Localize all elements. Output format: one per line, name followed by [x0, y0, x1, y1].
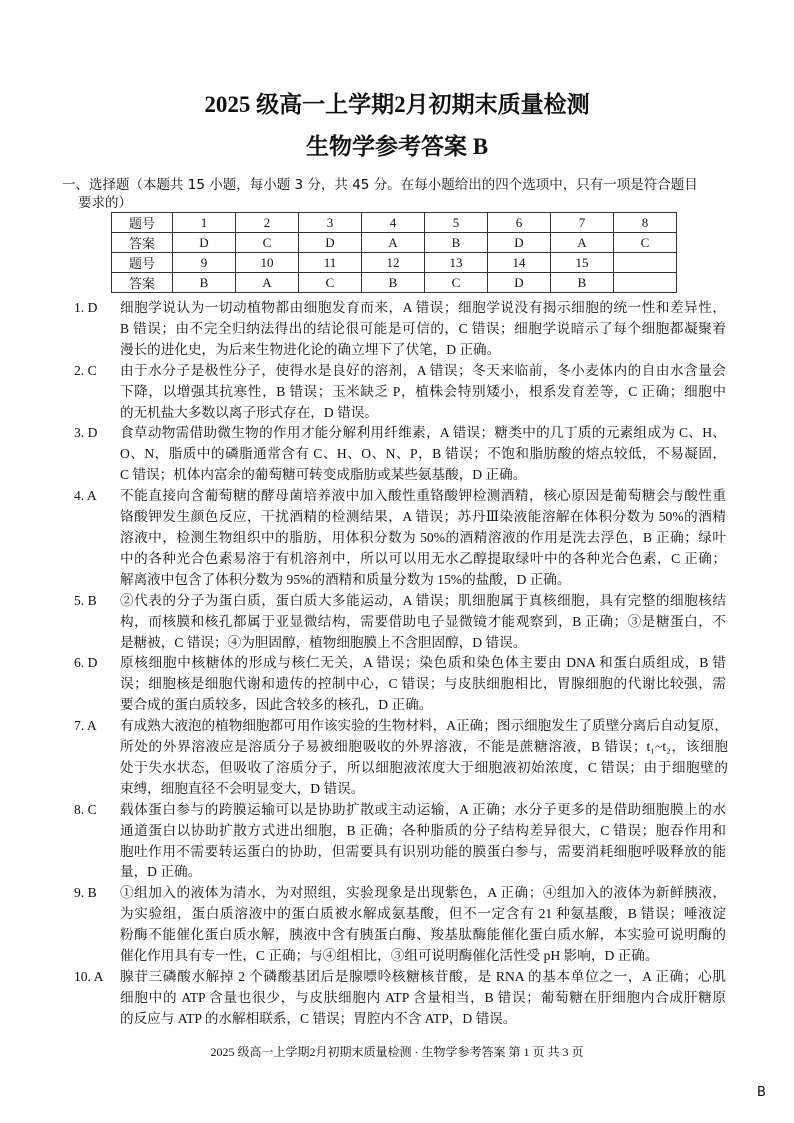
- text-line: 误；细胞核是细胞代谢和遗传的控制中心，C 错误；与皮肤细胞相比，胃腺细胞的代谢比较强，需: [120, 676, 726, 692]
- table-cell: C: [614, 233, 677, 253]
- explanations-list: [74, 298, 726, 1030]
- document-subtitle: 生物学参考答案 B: [305, 134, 489, 159]
- text-line: 是糖被，C 错误；④为胆固醇，植物细胞膜上不含胆固醇，D 错误。: [120, 634, 527, 650]
- text-line: 载体蛋白参与的跨膜运输可以是协助扩散或主动运输，A 正确；水分子更多的是借助细胞膜上的水: [120, 801, 726, 817]
- row-header-cell: 题号: [112, 253, 173, 273]
- question-number-answer: 3. D: [74, 425, 98, 441]
- question-number-answer: 4. A: [74, 488, 97, 504]
- question-number-answer: 7. A: [74, 718, 97, 734]
- text-line: 细胞中的 ATP 含量也很少，与皮肤细胞内 ATP 含量相当，B 错误；葡萄糖在肝细胞内合成肝糖原: [120, 989, 726, 1005]
- table-row: [112, 253, 677, 273]
- answer-explanation: [74, 653, 726, 716]
- table-cell: 11: [299, 253, 362, 273]
- text-line: 构，而核膜和核孔都属于亚显微结构，需要借助电子显微镜才能观察到，B 正确；③是糖蛋白，不: [120, 613, 726, 629]
- question-number-answer: 1. D: [74, 300, 98, 315]
- text-line: 解离液中包含了体积分数为 95%的酒精和质量分数为 15%的盐酸，D 正确。: [120, 571, 571, 587]
- table-cell: [614, 273, 677, 293]
- row-header-cell: 题号: [112, 213, 173, 233]
- table-cell: C: [425, 273, 488, 293]
- explanation-text: [120, 653, 726, 716]
- table-cell: B: [425, 233, 488, 253]
- section-heading: [62, 176, 732, 212]
- section-heading-line: 一、选择题（本题共 15 小题，每小题 3 分，共 45 分。在每小题给出的四个选项中，只有一项是符合题目: [62, 177, 698, 193]
- table-cell: 9: [173, 253, 236, 273]
- text-line: 所处的外界溶液应是溶质分子易被细胞吸收的外界溶液，不能是蔗糖溶液，B 错误；t₁~t₂，该细胞: [120, 739, 728, 755]
- explanation-text: [120, 591, 726, 654]
- explanation-text: [120, 298, 726, 361]
- text-line: 不能直接向含葡萄糖的酵母菌培养液中加入酸性重铬酸钾检测酒精，核心原因是葡萄糖会与酸性重: [120, 488, 726, 504]
- text-line: 粉酶不能催化蛋白质水解，胰液中含有胰蛋白酶、羧基肽酶能催化蛋白质水解，本实验可说明酶的: [120, 927, 726, 943]
- explanation-text: [120, 883, 726, 967]
- table-cell: C: [236, 233, 299, 253]
- text-line: C 错误；机体内富余的葡萄糖可转变成脂肪或某些氨基酸，D 正确。: [120, 467, 527, 483]
- text-line: 溶液中，检测生物组织中的脂肪，用体积分数为 50%的酒精溶液的作用是洗去浮色，B 正确；绿叶: [120, 529, 726, 545]
- answer-explanation: [74, 883, 726, 967]
- answer-explanation: [74, 800, 726, 884]
- table-cell: A: [362, 233, 425, 253]
- table-cell: 15: [551, 253, 614, 273]
- text-line: 有成熟大液泡的植物细胞都可用作该实验的生物材料，A正确；图示细胞发生了质壁分离后自动复原，: [120, 718, 728, 734]
- table-cell: 5: [425, 213, 488, 233]
- question-number-answer: 10. A: [74, 969, 104, 984]
- text-line: 的反应与 ATP 的水解相联系，C 错误；胃腔内不含 ATP，D 错误。: [120, 1010, 517, 1026]
- table-cell: 13: [425, 253, 488, 273]
- text-line: 中的各种光合色素易溶于有机溶剂中，所以可以用无水乙醇提取绿叶中的各种光合色素，C 正确；: [120, 550, 726, 566]
- table-cell: 10: [236, 253, 299, 273]
- answer-explanation: [74, 298, 726, 361]
- text-line: 腺苷三磷酸水解掉 2 个磷酸基团后是腺嘌呤核糖核苷酸，是 RNA 的基本单位之一，A 正确；心肌: [120, 969, 726, 984]
- table-cell: D: [299, 233, 362, 253]
- table-cell: 1: [173, 213, 236, 233]
- table-row: [112, 233, 677, 253]
- text-line: 漫长的进化史，为后来生物进化论的确立埋下了伏笔，D 正确。: [120, 341, 501, 357]
- table-cell: A: [551, 233, 614, 253]
- question-number-answer: 5. B: [74, 592, 97, 608]
- text-line: B 错误；由不完全归纳法得出的结论很可能是可信的，C 错误；细胞学说暗示了每个细胞都凝聚着: [120, 320, 726, 336]
- table-cell: D: [488, 273, 551, 293]
- text-line: ②代表的分子为蛋白质，蛋白质大多能运动，A 错误；肌细胞属于真核细胞，具有完整的细胞核结: [120, 592, 726, 608]
- document-title: 2025 级高一上学期2月初期末质量检测: [204, 92, 590, 117]
- row-header-cell: 答案: [112, 233, 173, 253]
- table-cell: [614, 253, 677, 273]
- table-cell: C: [299, 273, 362, 293]
- table-cell: 2: [236, 213, 299, 233]
- text-line: 通道蛋白以协助扩散方式进出细胞，B 正确；各种脂质的分子结构差异很大，C 错误；胞吞作用和: [120, 822, 726, 838]
- table-row: [112, 273, 677, 293]
- answer-explanation: [74, 361, 726, 424]
- text-line: 由于水分子是极性分子，使得水是良好的溶剂，A 错误；冬天来临前，冬小麦体内的自由水含量会: [120, 362, 726, 378]
- table-cell: B: [362, 273, 425, 293]
- explanation-text: [120, 800, 726, 884]
- table-cell: 14: [488, 253, 551, 273]
- question-number-answer: 6. D: [74, 655, 98, 671]
- row-header-cell: 答案: [112, 273, 173, 293]
- answer-explanation: [74, 423, 726, 486]
- explanation-text: [120, 423, 726, 486]
- page-footer: 2025 级高一上学期2月初期末质量检测 · 生物学参考答案 第 1 页 共 3 页: [210, 1045, 584, 1059]
- text-line: 食草动物需借助微生物的作用才能分解利用纤维素，A 错误；糖类中的几丁质的元素组成为 C、H、: [120, 425, 726, 441]
- text-line: 胞吐作用不需要转运蛋白的协助，但需要具有识别功能的膜蛋白参与，需要消耗细胞呼吸释放的能: [120, 843, 726, 859]
- text-line: 的无机盐大多数以离子形式存在，D 错误。: [120, 404, 378, 420]
- question-number-answer: 9. B: [74, 885, 97, 901]
- text-line: ①组加入的液体为清水，为对照组，实验现象是出现紫色，A 正确；④组加入的液体为新鲜胰液，: [120, 885, 726, 901]
- answer-explanation: [74, 591, 726, 654]
- text-line: 束缚，细胞直径不会明显变大，D 错误。: [120, 780, 365, 796]
- text-line: 原核细胞中核糖体的形成与核仁无关，A 错误；染色质和染色体主要由 DNA 和蛋白质组成，B 错: [120, 655, 726, 671]
- table-cell: D: [488, 233, 551, 253]
- text-line: 要合成的蛋白质较多，因此含较多的核孔，D 正确。: [120, 697, 433, 713]
- table-cell: 7: [551, 213, 614, 233]
- answer-explanation: [74, 716, 726, 800]
- table-cell: 8: [614, 213, 677, 233]
- table-cell: A: [236, 273, 299, 293]
- table-cell: 3: [299, 213, 362, 233]
- explanation-text: [120, 486, 726, 591]
- text-line: 催化作用具有专一性，C 正确；与④组相比，③组可说明酶催化活性受 pH 影响，D 正确。: [120, 948, 659, 964]
- text-line: 为实验组，蛋白质溶液中的蛋白质被水解成氨基酸，但不一定含有 21 种氨基酸，B 错误；唾液淀: [120, 906, 726, 922]
- text-line: 量，D 正确。: [120, 864, 202, 880]
- table-cell: B: [551, 273, 614, 293]
- text-line: 铬酸钾发生颜色反应，干扰酒精的检测结果，A 错误；苏丹Ⅲ染液能溶解在体积分数为 50%的酒精: [120, 509, 726, 525]
- answer-table: [111, 212, 677, 293]
- text-line: O、N，脂质中的磷脂通常含有 C、H、O、N、P，B 错误；不饱和脂肪酸的熔点较低，不易凝固，: [120, 446, 726, 462]
- corner-mark: B: [757, 1085, 766, 1100]
- explanation-text: [120, 967, 726, 1030]
- text-line: 细胞学说认为一切动植物都由细胞发育而来，A 错误；细胞学说没有揭示细胞的统一性和差异性，: [120, 300, 726, 315]
- question-number-answer: 8. C: [74, 801, 97, 817]
- table-cell: 6: [488, 213, 551, 233]
- explanation-text: [120, 361, 726, 424]
- text-line: 下降，以增强其抗寒性，B 错误；玉米缺乏 P，植株会特别矮小，根系发育差等，C 正确；细胞中: [120, 383, 726, 399]
- text-line: 处于失水状态，但吸收了溶质分子，所以细胞液浓度大于细胞液初始浓度，C 错误；由于细胞壁的: [120, 759, 728, 775]
- table-row: [112, 213, 677, 233]
- section-heading-line: 要求的）: [78, 195, 132, 211]
- table-cell: B: [173, 273, 236, 293]
- question-number-answer: 2. C: [74, 362, 97, 378]
- table-cell: D: [173, 233, 236, 253]
- answer-explanation: [74, 486, 726, 591]
- explanation-text: [120, 716, 728, 800]
- answer-explanation: [74, 967, 726, 1030]
- table-cell: 12: [362, 253, 425, 273]
- table-cell: 4: [362, 213, 425, 233]
